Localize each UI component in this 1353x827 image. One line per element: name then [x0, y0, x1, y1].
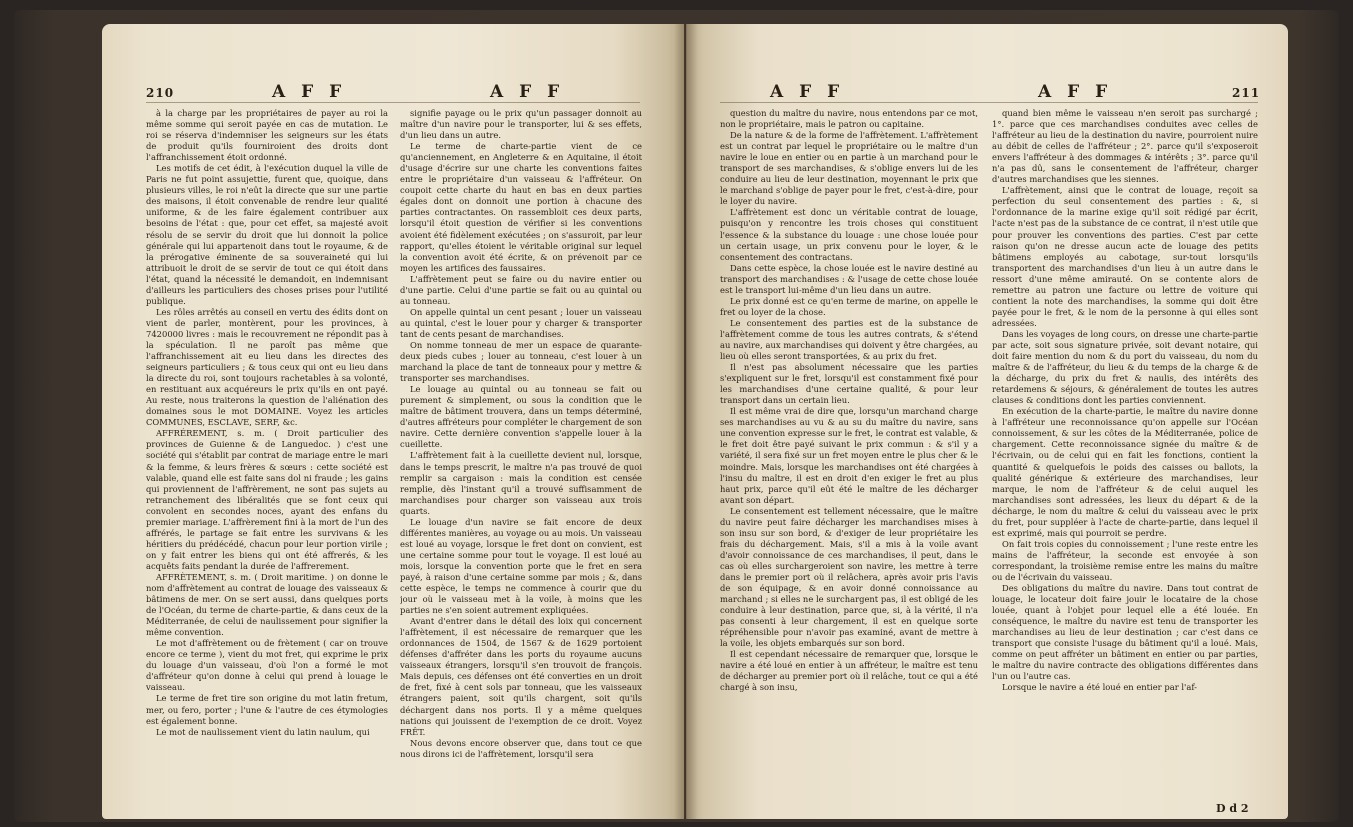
- paragraph: On appelle quintal un cent pesant ; louer un vaisseau au quintal, c'est le louer pour y charger & transporter tant de cents pesant de marchandises.: [400, 306, 642, 339]
- left-running-head-b: A F F: [490, 82, 565, 102]
- paragraph: Le terme de fret tire son origine du mot latin fretum, mer, ou fero, porter ; l'une & l'autre de ces étymologies est également bonne.: [146, 693, 388, 726]
- left-page-number: 210: [146, 86, 175, 100]
- book-spread: [14, 10, 1339, 822]
- paragraph: Avant d'entrer dans le détail des loix qui concernent l'affrètement, il est nécessaire de remarquer que les ordonnances de 1504, de 1567 & de 1629 portoient défenses d'affréter dans les ports du royaume aucuns vaisseaux étrangers, lorsqu'il s'en trouvoit de françois. Mais depuis, ces défenses ont été converties en un droit de fret, fixé à cent sols par tonneau, que les vaisseaux étrangers paient, soit qu'ils chargent, soit qu'ils déchargent dans nos ports. Il y a même quelques nations qui jouissent de l'exemption de ce droit. Voyez FRÊT.: [400, 616, 642, 737]
- paragraph: Nous devons encore observer que, dans tout ce que nous dirons ici de l'affrètement, lorsqu'il sera: [400, 737, 642, 759]
- paragraph: Des obligations du maître du navire. Dans tout contrat de louage, le locateur doit faire jouir le locataire de la chose louée, quant à l'objet pour lequel elle a été louée. En conséquence, le maître du navire est tenu de transporter les marchandises au lieu de leur destination ; car c'est dans ce transport que consiste l'usage du bâtiment qu'il a loué. Mais, comme on peut affréter un bâtiment en entier ou par parties, le maître du navire contracte des obligations différentes dans l'un ou l'autre cas.: [992, 583, 1258, 682]
- paragraph: Le louage d'un navire se fait encore de deux différentes manières, au voyage ou au mois. Un vaisseau est loué au voyage, lorsque le fret dont on convient, est une certaine somme pour tout le voyage. Il est loué au mois, lorsque la convention porte que le fret en sera payé, à raison d'une certaine somme par mois ; &, dans cette espèce, le temps ne commence à courir que du jour où le vaisseau met à la voile, à moins que les parties ne s'en soient autrement expliquées.: [400, 516, 642, 616]
- paragraph: AFFRÉREMENT, s. m. ( Droit particulier des provinces de Guienne & de Languedoc. ) c'est une société qui s'établit par contrat de mariage entre le mari & la femme, & leurs frères & sœurs : cette société est valable, quand elle est faite sans dol ni fraude ; les gains qui proviennent de l'affrèrement, ne sont pas sujets au retranchement des libéralités que se font ceux qui convolent en secondes noces, ayant des enfans du premier mariage. L'affrèrement fini à la mort de l'un des affrérés, le partage se fait entre les survivans & les héritiers du prédécédé, chacun pour leur portion virile ; on y fait entrer les biens qui ont été affrerés, & les acquêts faits pendant la durée de l'affrerement.: [146, 428, 388, 571]
- paragraph: L'affrètement peut se faire ou du navire entier ou d'une partie. Celui d'une partie se fait ou au quintal ou au tonneau.: [400, 273, 642, 306]
- paragraph: à la charge par les propriétaires de payer au roi la même somme qui seroit payée en cas de mutation. Le roi se réserva d'indemniser les seigneurs sur les états de produit qu'ils fourniroient des droits dont l'affranchissement étoit ordonné.: [146, 108, 388, 163]
- paragraph: Il n'est pas absolument nécessaire que les parties s'expliquent sur le fret, lorsqu'il est constamment fixé pour les marchandises d'une certaine qualité, & pour leur transport dans un certain lieu.: [720, 362, 978, 406]
- right-column-2: [992, 108, 1258, 808]
- paragraph: Les rôles arrêtés au conseil en vertu des édits dont on vient de parler, montèrent, pour les provinces, à 7420000 livres : mais le recouvrement ne répondit pas à la spéculation. Il ne paroît pas même que l'affranchissement ait eu lieu dans les directes des seigneurs particuliers ; & tous ceux qui ont eu lieu dans la directe du roi, sont toujours rachetables à sa volonté, en restituant aux acquéreurs le prix qu'ils en ont payé. Au reste, nous traiterons la question de l'aliénation des domaines sous le mot DOMAINE. Voyez les articles COMMUNES, ESCLAVE, SERF, &c.: [146, 306, 388, 428]
- paragraph: L'affrètement fait à la cueillette devient nul, lorsque, dans le temps prescrit, le maître n'a pas trouvé de quoi remplir sa cargaison : mais la condition est censée remplie, dès l'instant qu'il a trouvé suffisamment de marchandises pour charger son vaisseau aux trois quarts.: [400, 450, 642, 516]
- paragraph: Le consentement est tellement nécessaire, que le maître du navire peut faire décharger les marchandises mises à son insu sur son bord, & d'exiger de leur propriétaire les frais du déchargement. Mais, s'il a mis à la voile avant d'avoir connoissance de ces marchandises, il peut, dans le cas où elles surchargeroient son navire, les mettre à terre dans le premier port où il relâchera, après avoir pris l'avis de son équipage, & en avoir donné connoissance au marchand ; si elles ne le surchargent pas, il est obligé de les conduire à leur destination, parce que, si, à la vérité, il n'a pas consenti à leur chargement, il est en quelque sorte répréhensible pour n'avoir pas examiné, avant de mettre à la voile, les objets embarqués sur son bord.: [720, 505, 978, 649]
- right-header-rule: [720, 102, 1258, 103]
- paragraph: Le louage au quintal ou au tonneau se fait ou purement & simplement, ou sous la condition que le maître de bâtiment trouvera, dans un temps déterminé, d'autres affréteurs pour compléter le chargement de son navire. Cette dernière convention s'appelle louer à la cueillette.: [400, 384, 642, 450]
- signature-mark: D d 2: [1216, 802, 1249, 815]
- paragraph: En exécution de la charte-partie, le maître du navire donne à l'affréteur une reconnoissance qu'on appelle sur l'Océan connoissement, & sur les côtes de la Méditerranée, police de chargement. Cette reconnoissance signée du maître & de l'écrivain, ou de celui qui en fait les fonctions, contient la quantité & quelquefois le poids des caisses ou ballots, la qualité générique & extérieure des marchandises, leur marque, le nom de l'affréteur & de celui auquel les marchandises sont adressées, les lieux du départ & de la décharge, le nom du maître & celui du vaisseau avec le prix du fret, pour suppléer à l'acte de charte-partie, dans lequel il est exprimé, mais qui pourroit se perdre.: [992, 406, 1258, 538]
- left-header-rule: [146, 102, 640, 103]
- paragraph: signifie payage ou le prix qu'un passager donnoit au maître d'un navire pour le transporter, lui & ses effets, d'un lieu dans un autre.: [400, 108, 642, 141]
- paragraph: Dans cette espèce, la chose louée est le navire destiné au transport des marchandises : & l'usage de cette chose louée est le transport lui-même d'un lieu dans un autre.: [720, 262, 978, 295]
- paragraph: Les motifs de cet édit, à l'exécution duquel la ville de Paris ne fut point assujettie, furent que, quoique, dans plusieurs villes, le roi n'eût la directe que sur une partie des maisons, il étoit convenable de rendre leur qualité uniforme, & de les faire également contribuer aux besoins de l'état : que, pour cet effet, sa majesté avoit résolu de se servir du droit que lui donnoit la police générale qui lui appartenoit dans tout le royaume, & de la prérogative éminente de sa souveraineté qui lui attribuoit le droit de se servir de tout ce qui étoit dans l'état, quand la nécessité le demandoit, en indemnisant d'ailleurs les particuliers des choses prises pour l'utilité publique.: [146, 163, 388, 306]
- left-column-2: [400, 108, 642, 808]
- right-page: [686, 24, 1288, 819]
- paragraph: quand bien même le vaisseau n'en seroit pas surchargé ; 1°. parce que ces marchandises conduites avec celles de l'affréteur au lieu de la destination du navire, pourroient nuire au débit de celles de l'affréteur ; 2°. parce qu'il s'exposeroit envers l'affréteur à des dommages & intérêts ; 3°. parce qu'il n'a pas dû, sans le consentement de l'affréteur, charger d'autres marchandises que les siennes.: [992, 108, 1258, 185]
- right-page-number: 211: [1232, 86, 1261, 100]
- left-column-1: [146, 108, 388, 808]
- paragraph: Le consentement des parties est de la substance de l'affrètement comme de tous les autres contrats, & s'étend au navire, aux marchandises qui doivent y être chargées, au lieu où elles seront transportées, & au prix du fret.: [720, 317, 978, 362]
- paragraph: Le mot d'affrètement ou de frètement ( car on trouve encore ce terme ), vient du mot fret, qui exprime le prix du louage d'un vaisseau, d'où l'on a formé le mot d'affréteur qu'on donne à celui qui prend à louage le vaisseau.: [146, 638, 388, 693]
- paragraph: Il est même vrai de dire que, lorsqu'un marchand charge ses marchandises au vu & au su du maître du navire, sans une convention expresse sur le fret, le contrat est valable, & le fret doit être payé suivant le prix commun : & s'il y a variété, il sera fixé sur un fret moyen entre le plus cher & le moindre. Mais, lorsque les marchandises ont été chargées à l'insu du maître, il est en droit d'en exiger le fret au plus haut prix, parce qu'il eût été le maître de les décharger avant son départ.: [720, 406, 978, 505]
- paragraph: De la nature & de la forme de l'affrètement. L'affrètement est un contrat par lequel le propriétaire ou le maître d'un navire le loue en entier ou en partie à un marchand pour le transport de ses marchandises, & s'oblige envers lui de les conduire au lieu de leur destination, moyennant le prix que le marchand s'oblige de payer pour le fret, c'est-à-dire, pour le loyer du navire.: [720, 130, 978, 207]
- paragraph: Le mot de naulissement vient du latin naulum, qui: [156, 726, 370, 737]
- paragraph: On nomme tonneau de mer un espace de quarante-deux pieds cubes ; louer au tonneau, c'est louer à un marchand la place de tant de tonneaux pour y mettre & transporter ses marchandises.: [400, 339, 642, 384]
- right-running-head-a: A F F: [770, 82, 845, 102]
- paragraph: Lorsque le navire a été loué en entier par l'af-: [1002, 682, 1197, 693]
- paragraph: L'affrètement, ainsi que le contrat de louage, reçoit sa perfection du seul consentement des parties : &, si l'ordonnance de la marine exige qu'il soit rédigé par écrit, l'acte n'est pas de la substance de ce contrat, il n'est utile que pour prouver les conventions des parties. C'est par cette raison qu'on ne dresse aucun acte de louage des petits bâtimens employés au cabotage, sur-tout lorsqu'ils transportent des marchandises d'un lieu à un autre dans le ressort d'une même amirauté. On se contente alors de remettre au patron une facture ou lettre de voiture qui contient la note des marchandises, la somme qui doit être payée pour le fret, & le nom de la personne à qui elles sont adressées.: [992, 185, 1258, 328]
- paragraph: Le prix donné est ce qu'en terme de marine, on appelle le fret ou loyer de la chose.: [720, 295, 978, 317]
- left-page: [102, 24, 684, 819]
- right-running-head-b: A F F: [1038, 82, 1113, 102]
- paragraph: Il est cependant nécessaire de remarquer que, lorsque le navire a été loué en entier à un affréteur, le maître est tenu de décharger au premier port où il relâche, tout ce qui a été chargé à son insu,: [720, 649, 978, 693]
- paragraph: L'affrètement est donc un véritable contrat de louage, puisqu'on y rencontre les trois choses qui constituent l'essence & la substance du louage : une chose louée pour un certain usage, un prix convenu pour le loyer, & le consentement des contractans.: [720, 207, 978, 262]
- right-column-1: [720, 108, 978, 808]
- left-running-head-a: A F F: [272, 82, 347, 102]
- paragraph: AFFRÈTEMENT, s. m. ( Droit maritime. ) on donne le nom d'affrètement au contrat de louage des vaisseaux & bâtimens de mer. On se sert aussi, dans quelques ports de l'Océan, du terme de charte-partie, & dans ceux de la Méditerranée, de celui de naulissement pour signifier la même convention.: [146, 571, 388, 638]
- paragraph: On fait trois copies du connoissement ; l'une reste entre les mains de l'affréteur, la seconde est envoyée à son correspondant, la troisième remise entre les mains du maître ou de l'écrivain du vaisseau.: [992, 538, 1258, 582]
- paragraph: question du maître du navire, nous entendons par ce mot, non le propriétaire, mais le patron ou capitaine.: [720, 108, 978, 130]
- paragraph: Dans les voyages de long cours, on dresse une charte-partie par acte, soit sous signature privée, soit devant notaire, qui doit faire mention du nom & du port du vaisseau, du nom du maître & de l'affréteur, du lieu & du temps de la charge & de la décharge, du prix du fret & naulis, des intérêts des retardemens & séjours, & généralement de toutes les autres clauses & conditions dont les parties conviennent.: [992, 328, 1258, 406]
- paragraph: Le terme de charte-partie vient de ce qu'anciennement, en Angleterre & en Aquitaine, il étoit d'usage d'écrire sur une charte les conventions faites entre le propriétaire d'un vaisseau & l'affréteur. On coupoit cette charte du haut en bas en deux parties égales dont on donnoit une portion à chacune des parties contractantes. On rassembloit ces deux parts, lorsqu'il étoit question de vérifier si les conventions avoient été fidèlement exécutées ; on s'assuroit, par leur rapport, qu'elles étoient le véritable original sur lequel la convention avoit été écrite, & on prévenoit par ce moyen les artifices des faussaires.: [400, 141, 642, 273]
